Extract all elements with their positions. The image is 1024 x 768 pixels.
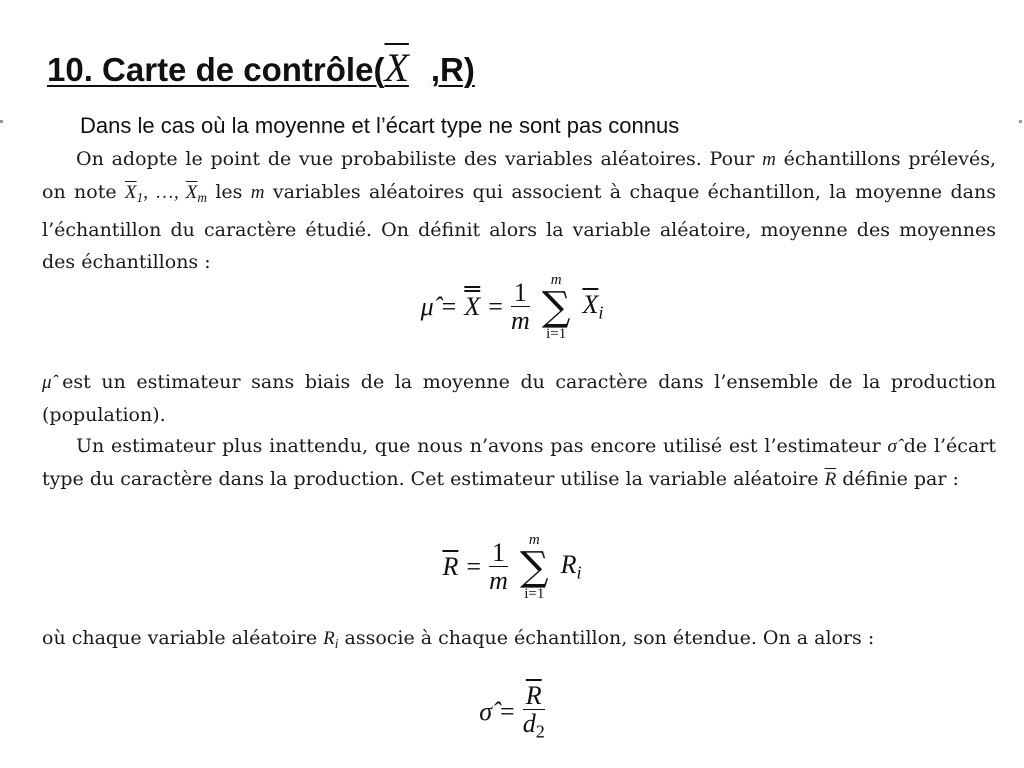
formula-mean-range: $\overline{R}$ = $\frac{1}{m}$ m ∑ i=1 $R_i$	[442, 532, 582, 602]
formula-mean-of-means: μ̂ = X = $\frac{1}{m}$ m ∑ i=1 $\overline{X}_i$	[420, 272, 604, 342]
paragraph-intro: On adopte le point de vue probabiliste des variables aléatoires. Pour m échantillons prélevés, on note $\overline{X}_1$, …, $\overline{X}_m$ les m variables aléatoires qui associent à chaque échantillon, la moyenne dans l’échantillon du caractère étudié. On définit alors la variable aléatoire, moyenne des moyennes des échantillons :	[42, 148, 996, 273]
title-suffix: ,R)	[430, 51, 475, 88]
sum-symbol: m ∑ i=1	[541, 272, 571, 342]
title-x-bar-symbol: X	[384, 45, 409, 90]
scan-mark-right	[1019, 120, 1022, 123]
sum-symbol: m ∑ i=1	[520, 532, 549, 602]
fraction-r-bar-over-d2: $\frac{\overline{R}}{d_2}$	[522, 681, 545, 742]
paragraph-sigma: Un estimateur plus inattendu, que nous n’avons pas encore utilisé est l’estimateur σ̂ de l’écart type du caractère dans la production. Cet estimateur utilise la variable aléatoire $\overline{R}$ définie par :	[42, 435, 996, 490]
slide-subtitle: Dans le cas où la moyenne et l’écart type ne sont pas connus	[80, 113, 680, 138]
fraction-one-over-m: $\frac{1}{m}$	[511, 277, 530, 335]
formula-sigma-hat: σ̂ = $\frac{\overline{R}}{d_2}$	[479, 681, 545, 742]
fraction-one-over-m: $\frac{1}{m}$	[489, 537, 508, 595]
title-prefix: 10. Carte de contrôle(	[47, 51, 385, 88]
paragraph-range: où chaque variable aléatoire $R_i$ associe à chaque échantillon, son étendue. On a alors :	[42, 627, 875, 651]
scan-mark-left	[0, 120, 3, 123]
x-bar-sequence: $\overline{X}_1$, …, $\overline{X}_m$	[124, 182, 208, 205]
paragraph-estimator: μ̂ est un estimateur sans biais de la moyenne du caractère dans l’ensemble de la production (population).	[42, 371, 996, 426]
slide-title	[47, 46, 475, 92]
